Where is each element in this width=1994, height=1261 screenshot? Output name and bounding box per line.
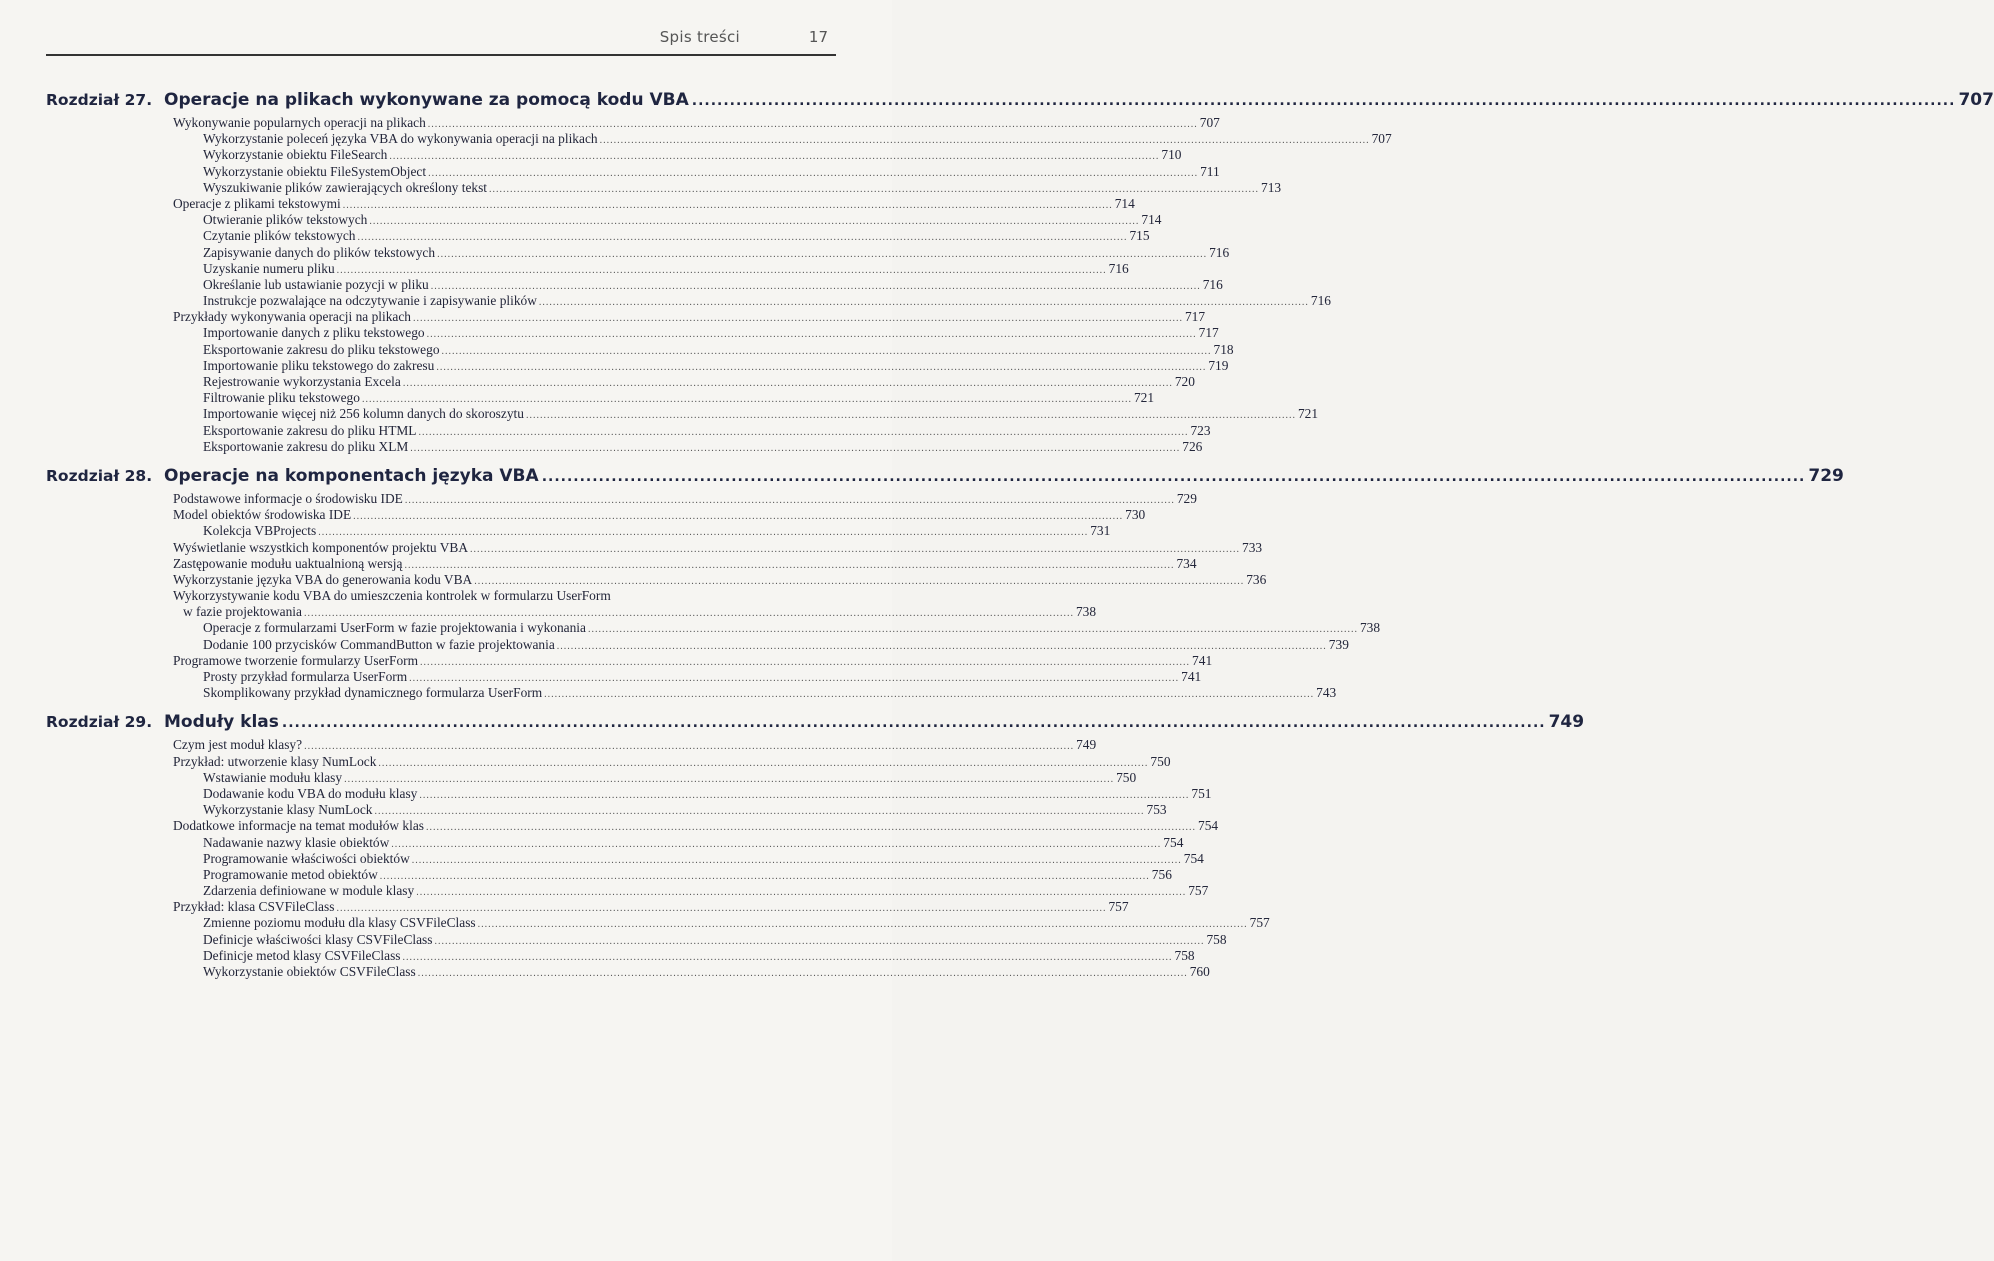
entry-page-number: 714	[1114, 195, 1135, 211]
entry-page-number: 716	[1310, 293, 1331, 309]
dot-leader: ............................................................................................................................................................................................................................	[318, 527, 1089, 539]
entry-title: w fazie projektowania	[183, 604, 302, 620]
entry-page-number: 721	[1297, 406, 1319, 422]
entry-title: Rejestrowanie wykorzystania Excela	[203, 374, 401, 389]
entry-title: Eksportowanie zakresu do pliku tekstowego	[203, 341, 440, 357]
toc-entry[interactable]	[46, 507, 1146, 523]
dot-leader: ............................................................................................................................................................................................................................	[434, 935, 1205, 947]
entry-title: Prosty przykład formularza UserForm	[203, 669, 408, 684]
chapter-label: Rozdział 27.	[46, 91, 153, 109]
toc-subentry[interactable]	[46, 802, 1167, 818]
entry-page-number: 734	[1176, 555, 1197, 571]
dot-leader: ............................................................................................................................................................................................................................	[379, 870, 1150, 882]
toc-subentry[interactable]	[46, 341, 1234, 358]
toc-subentry[interactable]	[46, 931, 1227, 948]
entry-title: Wykorzystanie obiektu FileSystemObject	[203, 163, 427, 179]
entry-page-number: 716	[1209, 244, 1230, 260]
dot-leader: ............................................................................................................................................................................................................................	[427, 119, 1198, 130]
entry-page-number: 715	[1129, 228, 1150, 244]
chapter-section	[46, 90, 1994, 455]
entry-page-number: 758	[1206, 931, 1227, 947]
entry-page-number: 751	[1191, 785, 1212, 801]
chapter-heading	[46, 90, 1994, 115]
dot-leader: ............................................................................................................................................................................................................................	[416, 887, 1187, 899]
toc-subentry[interactable]	[46, 325, 1219, 341]
toc-subentry[interactable]	[46, 834, 1184, 851]
entry-page-number: 710	[1161, 147, 1182, 163]
entry-title: Zapisywanie danych do plików tekstowych	[203, 244, 436, 260]
toc-entry[interactable]	[46, 818, 1219, 834]
entry-page-number: 739	[1328, 636, 1349, 652]
dot-leader: ............................................................................................................................................................................................................................	[418, 426, 1189, 438]
toc-subentry[interactable]	[46, 293, 1331, 309]
dot-leader: ............................................................................................................................................................................................................................	[417, 968, 1188, 979]
toc-entry[interactable]	[46, 899, 1129, 915]
entry-page-number: 713	[1261, 179, 1282, 195]
chapter-title-line	[164, 712, 1585, 733]
dot-leader: ............................................................................................................................................................................................................................	[430, 280, 1201, 292]
chapter-label: Rozdział 28.	[46, 466, 153, 485]
dot-leader: ............................................................................................................................................................................................................................	[426, 822, 1197, 834]
entry-title: Zmienne poziomu modułu dla klasy CSVFileClass	[203, 915, 476, 931]
entry-title: Czytanie plików tekstowych	[203, 228, 356, 244]
toc-entry[interactable]	[46, 195, 1135, 212]
entry-title: Dodatkowe informacje na temat modułów klas	[173, 818, 425, 834]
entry-page-number: 736	[1246, 571, 1267, 587]
entry-page-number: 720	[1174, 374, 1195, 389]
entry-title: Wstawianie modułu klasy	[203, 769, 343, 785]
toc-subentry[interactable]	[46, 244, 1230, 261]
entry-title: Czym jest moduł klasy?	[173, 737, 303, 753]
entry-title: Nadawanie nazwy klasie obiektów	[203, 834, 390, 850]
entry-title: Wykorzystanie obiektu FileSearch	[203, 147, 388, 163]
dot-leader: ............................................................................................................................................................................................................................	[402, 951, 1173, 963]
dot-leader: ........................................................................................................................................................................................................	[281, 715, 1546, 732]
dot-leader: ............................................................................................................................................................................................................................	[304, 741, 1075, 753]
chapter-title: Moduły klas	[164, 712, 279, 733]
entry-title: Przykłady wykonywania operacji na plikach	[173, 309, 411, 325]
toc-subentry[interactable]	[46, 260, 1129, 277]
dot-leader: ............................................................................................................................................................................................................................	[402, 378, 1173, 389]
toc-subentry[interactable]	[46, 438, 1203, 455]
entry-title: Kolekcja VBProjects	[203, 523, 317, 539]
entry-title: Programowanie właściwości obiektów	[203, 850, 410, 866]
dot-leader: ............................................................................................................................................................................................................................	[378, 757, 1149, 769]
dot-leader: ............................................................................................................................................................................................................................	[474, 575, 1245, 587]
dot-leader: ............................................................................................................................................................................................................................	[412, 313, 1183, 325]
entry-title: Definicje metod klasy CSVFileClass	[203, 947, 401, 963]
dot-leader: ............................................................................................................................................................................................................................	[556, 640, 1327, 652]
dot-leader: ............................................................................................................................................................................................................................	[441, 345, 1212, 357]
entry-title: Określanie lub ustawianie pozycji w pliku	[203, 276, 429, 292]
entry-page-number: 717	[1198, 325, 1219, 341]
entry-page-number: 750	[1116, 769, 1137, 785]
toc-entry[interactable]	[46, 588, 826, 604]
entry-title: Zdarzenia definiowane w module klasy	[203, 883, 415, 899]
entry-page-number: 757	[1188, 883, 1209, 899]
chapter-section	[46, 465, 1844, 701]
toc-entry[interactable]	[46, 737, 1097, 753]
toc-subentry[interactable]	[46, 163, 1220, 180]
toc-subentry[interactable]	[46, 947, 1195, 964]
chapter-title-line	[164, 465, 1844, 486]
dot-leader: ............................................................................................................................................................................................................................	[389, 151, 1160, 163]
toc-subentry[interactable]	[46, 883, 1209, 899]
dot-leader: ............................................................................................................................................................................................................................	[391, 838, 1162, 850]
entry-page-number: 718	[1213, 341, 1234, 357]
entry-page-number: 714	[1141, 212, 1162, 228]
entry-title: Wyszukiwanie plików zawierających określony tekst	[203, 179, 488, 195]
entry-title: Otwieranie plików tekstowych	[203, 212, 368, 228]
dot-leader: ............................................................................................................................................................................................................................	[599, 135, 1370, 147]
entry-page-number: 741	[1192, 652, 1213, 668]
dot-leader: ............................................................................................................................................................................................................................	[477, 919, 1248, 931]
entry-title: Zastępowanie modułu uaktualnioną wersją	[173, 555, 403, 571]
toc-subentry[interactable]	[46, 212, 1162, 228]
entry-page-number: 754	[1163, 834, 1184, 850]
toc-entry[interactable]	[46, 309, 1206, 325]
entry-title: Programowanie metod obiektów	[203, 866, 378, 882]
entry-title: Importowanie danych z pliku tekstowego	[203, 325, 425, 341]
entry-page-number: 716	[1108, 260, 1129, 276]
toc-subentry[interactable]	[46, 406, 1319, 422]
entry-title: Dodanie 100 przycisków CommandButton w fazie projektowania	[203, 636, 555, 652]
toc-entry[interactable]	[46, 753, 1171, 770]
entry-title: Filtrowanie pliku tekstowego	[203, 390, 360, 406]
dot-leader: ............................................................................................................................................................................................................................	[336, 903, 1107, 915]
entry-page-number: 733	[1242, 539, 1263, 555]
dot-leader: ............................................................................................................................................................................................................................	[420, 656, 1191, 668]
entry-page-number: 749	[1076, 737, 1097, 753]
entry-title: Wykorzystanie klasy NumLock	[203, 802, 373, 818]
toc-subentry[interactable]	[46, 866, 1172, 883]
dot-leader: ............................................................................................................................................................................................................................	[410, 442, 1181, 454]
dot-leader: ............................................................................................................................................................................................................................	[404, 559, 1175, 571]
dot-leader: ............................................................................................................................................................................................................................	[344, 773, 1115, 785]
entry-title: Eksportowanie zakresu do pliku HTML	[203, 422, 417, 438]
entry-title: Przykład: klasa CSVFileClass	[173, 899, 335, 915]
toc-subentry[interactable]	[46, 390, 1155, 406]
entry-page-number: 729	[1176, 490, 1197, 506]
toc-subentry[interactable]	[46, 228, 1150, 244]
entry-page-number: 750	[1150, 753, 1171, 769]
chapter-heading	[46, 465, 1844, 491]
entry-page-number: 741	[1181, 669, 1202, 684]
toc-subentry[interactable]	[46, 179, 1282, 196]
toc-entry[interactable]	[46, 115, 1220, 131]
toc-subentry[interactable]	[46, 669, 1202, 685]
entry-page-number: 731	[1090, 523, 1111, 539]
entry-page-number: 756	[1151, 866, 1172, 882]
toc-subentry[interactable]	[46, 915, 1270, 931]
entry-page-number: 707	[1199, 115, 1220, 130]
entry-page-number: 711	[1200, 163, 1220, 179]
entry-title: Instrukcje pozwalające na odczytywanie i zapisywanie plików	[203, 293, 537, 309]
dot-leader: ............................................................................................................................................................................................................................	[426, 329, 1197, 341]
chapter-label: Rozdział 29.	[46, 713, 153, 732]
dot-leader: ............................................................................................................................................................................................................................	[436, 361, 1207, 373]
dot-leader: ............................................................................................................................................................................................................................	[411, 854, 1182, 866]
entry-page-number: 738	[1359, 620, 1381, 636]
entry-title: Definicje właściwości klasy CSVFileClass	[203, 931, 433, 947]
toc-subentry[interactable]	[46, 785, 1212, 802]
entry-title: Wykorzystanie języka VBA do generowania kodu VBA	[173, 571, 473, 587]
dot-leader: ............................................................................................................................................................................................................................	[353, 511, 1124, 523]
entry-page-number: 726	[1182, 438, 1203, 454]
page-header	[46, 20, 836, 64]
entry-page-number: 757	[1108, 899, 1129, 915]
entry-title: Wykorzystanie obiektów CSVFileClass	[203, 964, 416, 979]
entry-page-number: 754	[1198, 818, 1219, 834]
chapter-heading	[46, 712, 1585, 737]
dot-leader: ............................................................................................................................................................................................................................	[336, 264, 1107, 276]
entry-title: Eksportowanie zakresu do pliku XLM	[203, 438, 409, 454]
toc-entry[interactable]	[46, 539, 1263, 556]
entry-title: Podstawowe informacje o środowisku IDE	[173, 490, 403, 506]
toc-entry[interactable]	[46, 490, 1197, 507]
entry-page-number: 707	[1371, 131, 1392, 147]
table-of-contents	[46, 90, 1994, 991]
dot-leader: ............................................................................................................................................................................................................................	[361, 394, 1132, 406]
toc-subentry[interactable]	[46, 131, 1392, 147]
entry-title: Importowanie więcej niż 256 kolumn danych do skoroszytu	[203, 406, 524, 422]
dot-leader: ............................................................................................................................................................................................................................	[374, 806, 1145, 818]
dot-leader: ............................................................................................................................................................................................................................	[544, 689, 1315, 701]
page-number: 17	[808, 28, 828, 46]
entry-page-number: 723	[1190, 422, 1211, 438]
chapter-title: Operacje na plikach wykonywane za pomocą kodu VBA	[164, 90, 689, 110]
toc-entry[interactable]	[46, 604, 1097, 620]
dot-leader: ............................................................................................................................................................................................................................	[428, 167, 1199, 179]
toc-entry[interactable]	[46, 652, 1213, 669]
entry-page-number: 716	[1202, 276, 1223, 292]
entry-title: Wykorzystywanie kodu VBA do umieszczenia kontrolek w formularzu UserForm	[173, 588, 611, 604]
dot-leader: ............................................................................................................................................................................................................................	[357, 232, 1128, 244]
entry-title: Programowe tworzenie formularzy UserForm	[173, 652, 419, 668]
entry-title: Uzyskanie numeru pliku	[203, 260, 335, 276]
entry-page-number: 758	[1174, 947, 1195, 963]
entry-page-number: 719	[1208, 357, 1229, 373]
dot-leader: ........................................................................................................................................................................................................	[541, 468, 1806, 485]
toc-subentry[interactable]	[46, 422, 1211, 439]
toc-entry[interactable]	[46, 555, 1197, 572]
dot-leader: ............................................................................................................................................................................................................................	[525, 410, 1296, 422]
toc-subentry[interactable]	[46, 357, 1229, 374]
header-rule	[46, 54, 836, 56]
entry-page-number: 743	[1316, 685, 1337, 701]
dot-leader: ............................................................................................................................................................................................................................	[342, 199, 1113, 211]
chapter-title-line	[164, 90, 1994, 110]
chapter-page-number: 707	[1958, 90, 1994, 110]
toc-subentry[interactable]	[46, 636, 1349, 653]
toc-subentry[interactable]	[46, 276, 1223, 293]
entry-page-number: 757	[1249, 915, 1270, 931]
toc-subentry[interactable]	[46, 147, 1182, 163]
entry-title: Dodawanie kodu VBA do modułu klasy	[203, 785, 418, 801]
dot-leader: ............................................................................................................................................................................................................................	[404, 494, 1175, 506]
toc-subentry[interactable]	[46, 850, 1204, 867]
chapter-page-number: 729	[1808, 465, 1844, 486]
entry-page-number: 753	[1146, 802, 1167, 818]
chapter-title: Operacje na komponentach języka VBA	[164, 465, 539, 486]
toc-subentry[interactable]	[46, 374, 1195, 390]
dot-leader: ............................................................................................................................................................................................................................	[470, 543, 1240, 555]
toc-subentry[interactable]	[46, 964, 1210, 980]
dot-leader: ............................................................................................................................................................................................................................	[538, 297, 1309, 309]
dot-leader: ............................................................................................................................................................................................................................	[437, 248, 1208, 260]
entry-title: Wykorzystanie poleceń języka VBA do wykonywania operacji na plikach	[203, 131, 598, 147]
dot-leader: ............................................................................................................................................................................................................................	[369, 216, 1140, 228]
entry-title: Model obiektów środowiska IDE	[173, 507, 352, 523]
toc-subentry[interactable]	[46, 769, 1137, 786]
entry-title: Wykonywanie popularnych operacji na plikach	[173, 115, 426, 130]
entry-title: Przykład: utworzenie klasy NumLock	[173, 753, 377, 769]
entry-page-number: 760	[1189, 964, 1210, 979]
running-header-title: Spis treści	[659, 28, 740, 46]
entry-title: Skomplikowany przykład dynamicznego formularza UserForm	[203, 685, 543, 701]
toc-subentry[interactable]	[46, 685, 1337, 701]
toc-subentry[interactable]	[46, 523, 1111, 539]
dot-leader: ............................................................................................................................................................................................................................	[303, 608, 1074, 620]
dot-leader: ............................................................................................................................................................................................................................	[409, 673, 1180, 684]
entry-title: Operacje z formularzami UserForm w fazie projektowania i wykonania	[203, 620, 586, 636]
entry-title: Operacje z plikami tekstowymi	[173, 195, 341, 211]
entry-page-number: 721	[1133, 390, 1155, 406]
chapter-page-number: 749	[1548, 712, 1585, 733]
dot-leader: ............................................................................................................................................................................................................................	[489, 183, 1260, 195]
toc-subentry[interactable]	[46, 620, 1381, 636]
toc-entry[interactable]	[46, 571, 1267, 588]
entry-title: Wyświetlanie wszystkich komponentów projektu VBA	[173, 539, 468, 555]
dot-leader: ............................................................................................................................................................................................................................	[419, 789, 1190, 801]
dot-leader: ............................................................................................................................................................................................................................	[587, 624, 1358, 636]
entry-page-number: 717	[1184, 309, 1206, 325]
entry-page-number: 754	[1183, 850, 1204, 866]
entry-page-number: 738	[1075, 604, 1097, 620]
chapter-section	[46, 712, 1585, 980]
dot-leader: ........................................................................................................................................................................................................	[691, 93, 1956, 109]
entry-page-number: 730	[1125, 507, 1146, 523]
entry-title: Importowanie pliku tekstowego do zakresu	[203, 357, 435, 373]
